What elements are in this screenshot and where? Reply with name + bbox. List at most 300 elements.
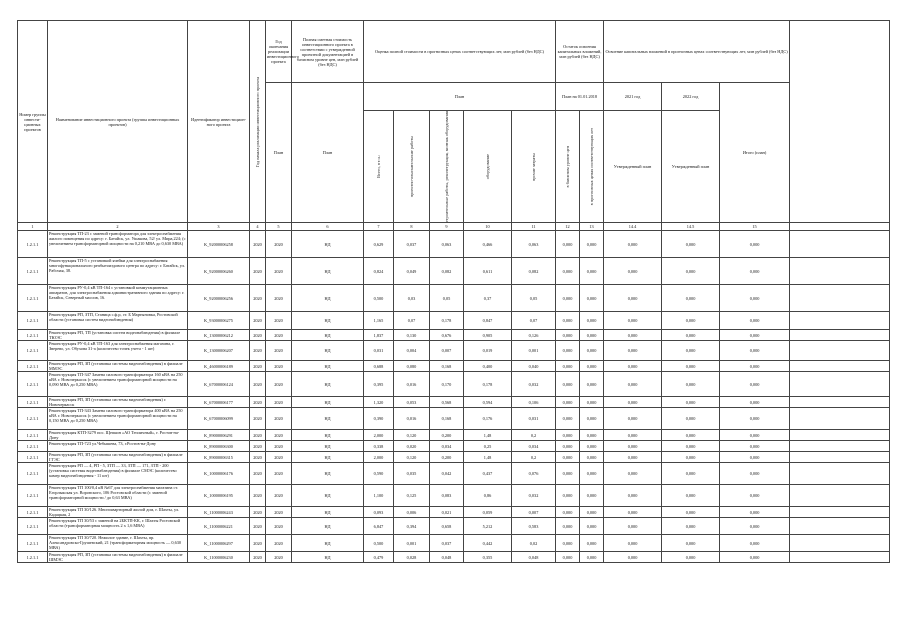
blank-cell — [790, 441, 890, 452]
equipment-cost-cell: 0,37 — [464, 285, 512, 312]
table-row — [18, 507, 890, 518]
table-row — [18, 361, 890, 372]
table-row — [18, 397, 890, 408]
equipment-cost-cell: 0,466 — [464, 231, 512, 258]
plan-2022-cell: 0,000 — [662, 341, 720, 361]
project-name-cell: Реконструкция ТП 30/53 с заменой на 2БКТП-КК, г. Шахты Ростовской области (трансформаторная мощность 2 х 1,6 МВА) — [48, 518, 188, 535]
group-number-cell: 1.2.1.1 — [18, 430, 48, 441]
plan-2022-cell: 0,000 — [662, 330, 720, 341]
total-cost-cell: 1,100 — [364, 485, 394, 507]
design-cost-cell: 0,028 — [394, 552, 430, 563]
project-id-cell: K_92000006256 — [188, 285, 250, 312]
table-row — [18, 408, 890, 430]
plan-2022-cell: 0,000 — [662, 552, 720, 563]
start-year-cell: 2020 — [250, 507, 266, 518]
remaining-base-cell: 0,000 — [556, 535, 580, 552]
estimate-plan-cell: НД — [292, 372, 364, 397]
plan-2021-cell: 0,000 — [604, 330, 662, 341]
project-id-cell: K_13000006207 — [188, 341, 250, 361]
remaining-forecast-cell: 0,000 — [580, 485, 604, 507]
header-design-works: проектно-изыскательские работы — [394, 111, 430, 223]
construction-cost-cell: 0,007 — [430, 341, 464, 361]
project-name-cell: Реконструкция РУ-0,4 кВ ТП-164 с установкой коммутационных аппаратов, для электроснабжения административного здания по адресу: г. Батайск, Северный массив, 16. — [48, 285, 188, 312]
group-number-cell: 1.2.1.1 — [18, 408, 48, 430]
construction-cost-cell: 0,200 — [430, 452, 464, 463]
start-year-cell: 2020 — [250, 397, 266, 408]
project-name-cell: Реконструкция РП, ЗП (установка системы видеонаблюдения) в филиале ММЭС — [48, 361, 188, 372]
project-id-cell: K_89000006291 — [188, 430, 250, 441]
table-row — [18, 330, 890, 341]
remaining-forecast-cell: 0,000 — [580, 397, 604, 408]
start-year-cell: 2020 — [250, 330, 266, 341]
column-number: 3 — [188, 223, 250, 231]
project-id-cell: K_93000006275 — [188, 312, 250, 330]
plan-2022-cell: 0,000 — [662, 408, 720, 430]
design-cost-cell: 0,053 — [394, 397, 430, 408]
start-year-cell: 2020 — [250, 285, 266, 312]
remaining-forecast-cell: 0,000 — [580, 463, 604, 485]
project-name-cell: Реконструкция РП, ТП (установка систем видеонаблюдения) в филиале ТЮЭС — [48, 330, 188, 341]
total-plan-cell: 0,000 — [720, 285, 790, 312]
remaining-forecast-cell: 0,000 — [580, 372, 604, 397]
total-plan-cell: 0,000 — [720, 441, 790, 452]
estimate-plan-cell: НД — [292, 285, 364, 312]
project-id-cell: K_11000006230 — [188, 552, 250, 563]
end-year-cell: 2020 — [266, 535, 292, 552]
plan-2022-cell: 0,000 — [662, 231, 720, 258]
end-year-cell: 2020 — [266, 507, 292, 518]
header-investment: Освоение капитальных вложений в прогнозных ценах соответствующих лет, млн рублей (без НДС) — [604, 21, 790, 83]
table-row — [18, 372, 890, 397]
end-year-cell: 2020 — [266, 518, 292, 535]
construction-cost-cell: 0,048 — [430, 552, 464, 563]
other-cost-cell: 0,032 — [512, 372, 556, 397]
end-year-cell: 2020 — [266, 408, 292, 430]
start-year-cell: 2020 — [250, 408, 266, 430]
total-plan-cell: 0,000 — [720, 430, 790, 441]
blank-cell — [790, 485, 890, 507]
total-plan-cell: 0,000 — [720, 341, 790, 361]
estimate-plan-cell: НД — [292, 341, 364, 361]
plan-2021-cell: 0,000 — [604, 552, 662, 563]
equipment-cost-cell: 0,059 — [464, 507, 512, 518]
project-id-cell: K_11000006243 — [188, 507, 250, 518]
other-cost-cell: 0,583 — [512, 518, 556, 535]
header-total: Итого (план) — [720, 83, 790, 223]
remaining-forecast-cell: 0,000 — [580, 430, 604, 441]
plan-2021-cell: 0,000 — [604, 535, 662, 552]
construction-cost-cell: 0,170 — [430, 372, 464, 397]
other-cost-cell: 0,001 — [512, 341, 556, 361]
remaining-base-cell: 0,000 — [556, 372, 580, 397]
design-cost-cell: 0,120 — [394, 452, 430, 463]
remaining-base-cell: 0,000 — [556, 258, 580, 285]
end-year-cell: 2020 — [266, 485, 292, 507]
other-cost-cell: 0,082 — [512, 258, 556, 285]
estimate-plan-cell: НД — [292, 441, 364, 452]
header-equipment: оборудование — [464, 111, 512, 223]
blank-cell — [790, 341, 890, 361]
header-forecast-prices: в прогнозных ценах соответствующих лет — [580, 111, 604, 223]
project-id-cell: K_46000006189 — [188, 361, 250, 372]
construction-cost-cell: 0,658 — [430, 518, 464, 535]
project-name-cell: Реконструкция ТП 100/0,4 кВ №67 для электроснабжения магазина ст. Егорлыкская ул. Воровского, 106 Ростовской области (с заменой трансформаторной мощности / до 0,63 МВА) — [48, 485, 188, 507]
column-number: 1 — [18, 223, 48, 231]
other-cost-cell: 0,2 — [512, 430, 556, 441]
design-cost-cell: 0,020 — [394, 441, 430, 452]
total-cost-cell: 0,629 — [364, 231, 394, 258]
header-approved-plan-2022: Утвержденный план — [662, 111, 720, 223]
project-id-cell: K_10000006176 — [188, 463, 250, 485]
header-forecast-cost: Оценка полной стоимости в прогнозных ценах соответствующих лет, млн рублей (без НДС) — [364, 21, 556, 83]
group-number-cell: 1.2.1.1 — [18, 507, 48, 518]
plan-2022-cell: 0,000 — [662, 535, 720, 552]
construction-cost-cell: 0,037 — [430, 535, 464, 552]
header-plan-5: План — [266, 83, 292, 223]
remaining-base-cell: 0,000 — [556, 518, 580, 535]
table-row — [18, 258, 890, 285]
start-year-cell: 2020 — [250, 441, 266, 452]
equipment-cost-cell: 0,25 — [464, 441, 512, 452]
end-year-cell: 2020 — [266, 312, 292, 330]
start-year-cell: 2020 — [250, 231, 266, 258]
project-name-cell: Реконструкция ТП 30/126. Многоквартирный жилой дом, г. Шахты, ул. Кадацкая, 2 — [48, 507, 188, 518]
construction-cost-cell: 0,168 — [430, 361, 464, 372]
plan-2022-cell: 0,000 — [662, 430, 720, 441]
blank-cell — [790, 312, 890, 330]
estimate-plan-cell: НД — [292, 485, 364, 507]
start-year-cell: 2020 — [250, 463, 266, 485]
header-total-incl: Всего, в т.ч.: — [364, 111, 394, 223]
remaining-forecast-cell: 0,000 — [580, 441, 604, 452]
total-plan-cell: 0,000 — [720, 452, 790, 463]
blank-cell — [790, 258, 890, 285]
column-number: 8 — [394, 223, 430, 231]
construction-cost-cell: 0,676 — [430, 330, 464, 341]
blank-cell — [790, 330, 890, 341]
plan-2022-cell: 0,000 — [662, 397, 720, 408]
total-cost-cell: 0,338 — [364, 441, 394, 452]
plan-2022-cell: 0,000 — [662, 441, 720, 452]
plan-2021-cell: 0,000 — [604, 397, 662, 408]
end-year-cell: 2020 — [266, 441, 292, 452]
remaining-forecast-cell: 0,000 — [580, 408, 604, 430]
table-row — [18, 430, 890, 441]
group-number-cell: 1.2.1.1 — [18, 330, 48, 341]
estimate-plan-cell: НД — [292, 518, 364, 535]
total-cost-cell: 1,837 — [364, 330, 394, 341]
other-cost-cell: 0,032 — [512, 485, 556, 507]
total-cost-cell: 2,000 — [364, 430, 394, 441]
estimate-plan-cell: НД — [292, 408, 364, 430]
equipment-cost-cell: 0,594 — [464, 397, 512, 408]
project-id-cell: K_92000006260 — [188, 258, 250, 285]
construction-cost-cell: 0,021 — [430, 507, 464, 518]
table-row — [18, 463, 890, 485]
total-plan-cell: 0,000 — [720, 258, 790, 285]
end-year-cell: 2020 — [266, 463, 292, 485]
end-year-cell: 2020 — [266, 452, 292, 463]
construction-cost-cell: 0,568 — [430, 397, 464, 408]
total-cost-cell: 0,093 — [364, 507, 394, 518]
project-id-cell: K_89000006300 — [188, 441, 250, 452]
group-number-cell: 1.2.1.1 — [18, 452, 48, 463]
project-name-cell: Реконструкция ТП-343 Замена силового трансформатора 400 кВА на 250 кВА г. Новочеркасск (с увеличением трансформаторной мощности на 0,150 МВА до 0,250 МВА) — [48, 408, 188, 430]
plan-2021-cell: 0,000 — [604, 258, 662, 285]
equipment-cost-cell: 0,611 — [464, 258, 512, 285]
table-row — [18, 341, 890, 361]
plan-2022-cell: 0,000 — [662, 518, 720, 535]
blank-cell — [790, 361, 890, 372]
plan-2021-cell: 0,000 — [604, 231, 662, 258]
total-cost-cell: 0,390 — [364, 408, 394, 430]
end-year-cell: 2020 — [266, 258, 292, 285]
start-year-cell: 2020 — [250, 312, 266, 330]
plan-2021-cell: 0,000 — [604, 452, 662, 463]
total-plan-cell: 0,000 — [720, 552, 790, 563]
column-number: 14.5 — [662, 223, 720, 231]
construction-cost-cell: 0,083 — [430, 485, 464, 507]
total-cost-cell: 0,590 — [364, 463, 394, 485]
header-year-2021: 2021 год — [604, 83, 662, 111]
project-name-cell: Реконструкция ТП-5 с установкой ячейки для электроснабжения многофункционального репбытоиздового центра по адресу: г. Батайск, ул. Рабочая, 38. — [48, 258, 188, 285]
blank-cell — [790, 285, 890, 312]
other-cost-cell: 0,126 — [512, 330, 556, 341]
header-base-prices: в базисном уровне цен — [556, 111, 580, 223]
remaining-forecast-cell: 0,000 — [580, 312, 604, 330]
total-cost-cell: 0,031 — [364, 341, 394, 361]
start-year-cell: 2020 — [250, 258, 266, 285]
total-plan-cell: 0,000 — [720, 507, 790, 518]
estimate-plan-cell: НД — [292, 452, 364, 463]
header-year-2022: 2022 год — [662, 83, 720, 111]
total-cost-cell: 6,847 — [364, 518, 394, 535]
construction-cost-cell: 0,082 — [430, 258, 464, 285]
plan-2022-cell: 0,000 — [662, 258, 720, 285]
end-year-cell: 2020 — [266, 361, 292, 372]
end-year-cell: 2020 — [266, 397, 292, 408]
remaining-base-cell: 0,000 — [556, 285, 580, 312]
blank-cell — [790, 507, 890, 518]
start-year-cell: 2020 — [250, 372, 266, 397]
header-approved-plan-2021: Утвержденный план — [604, 111, 662, 223]
estimate-plan-cell: НД — [292, 552, 364, 563]
header-start-year: Год начала реализации инвестиционного проекта — [250, 21, 266, 223]
plan-2021-cell: 0,000 — [604, 441, 662, 452]
table-row — [18, 441, 890, 452]
design-cost-cell: 0,001 — [394, 535, 430, 552]
other-cost-cell: 0,031 — [512, 408, 556, 430]
other-cost-cell: 0,040 — [512, 361, 556, 372]
construction-cost-cell: 0,063 — [430, 231, 464, 258]
table-row — [18, 518, 890, 535]
start-year-cell: 2020 — [250, 518, 266, 535]
project-name-cell: Реконструкция ТП-347 Замена силового трансформатора 160 кВА на 250 кВА г. Новочеркасск (с увеличением трансформаторной мощности на 0,090 МВА до 0,250 МВА) — [48, 372, 188, 397]
equipment-cost-cell: 0,176 — [464, 408, 512, 430]
column-number-blank — [790, 223, 890, 231]
design-cost-cell: 0,394 — [394, 518, 430, 535]
column-number: 9 — [430, 223, 464, 231]
project-id-cell: K_67000006177 — [188, 397, 250, 408]
header-group-number: Номер группы инвести-ционных проектов — [18, 21, 48, 223]
total-cost-cell: 0,500 — [364, 535, 394, 552]
estimate-plan-cell: НД — [292, 312, 364, 330]
equipment-cost-cell: 0,905 — [464, 330, 512, 341]
project-name-cell: Реконструкция ТП 30/720. Нежилое здание, г. Шахты, пр. Александровско-Грушевский, 21 (трансформаторная мощность — 0,630 МВА) — [48, 535, 188, 552]
header-estimate-cost: Полная сметная стоимость инвестиционного проекта в соответствии с утвержденной проектной документацией в базисном уровне цен, млн рублей (без НДС) — [292, 21, 364, 83]
start-year-cell: 2020 — [250, 535, 266, 552]
estimate-plan-cell: НД — [292, 361, 364, 372]
design-cost-cell: 0,03 — [394, 285, 430, 312]
project-id-cell: K_89000006315 — [188, 452, 250, 463]
start-year-cell: 2020 — [250, 430, 266, 441]
start-year-cell: 2020 — [250, 552, 266, 563]
project-name-cell: Реконструкция РП, ЗП (установка системы видеонаблюдения) в филиале ШМЭС — [48, 552, 188, 563]
plan-2022-cell: 0,000 — [662, 372, 720, 397]
remaining-base-cell: 0,000 — [556, 452, 580, 463]
header-end-year: Год окончания реализации инвестиционного проекта — [266, 21, 292, 83]
equipment-cost-cell: 0,437 — [464, 463, 512, 485]
remaining-base-cell: 0,000 — [556, 463, 580, 485]
equipment-cost-cell: 0,400 — [464, 361, 512, 372]
total-plan-cell: 0,000 — [720, 408, 790, 430]
remaining-base-cell: 0,000 — [556, 341, 580, 361]
project-id-cell: K_11000006297 — [188, 535, 250, 552]
total-plan-cell: 0,000 — [720, 463, 790, 485]
design-cost-cell: 0,120 — [394, 430, 430, 441]
group-number-cell: 1.2.1.1 — [18, 285, 48, 312]
blank-cell — [790, 372, 890, 397]
estimate-plan-cell: НД — [292, 535, 364, 552]
total-cost-cell: 0,688 — [364, 361, 394, 372]
header-plan-6: План — [292, 83, 364, 223]
blank-cell — [790, 397, 890, 408]
design-cost-cell: 0,049 — [394, 258, 430, 285]
column-number: 11 — [512, 223, 556, 231]
plan-2021-cell: 0,000 — [604, 408, 662, 430]
project-name-cell: Реконструкция РП, ЗП (установка системы видеонаблюдения) г. Новочеркасск — [48, 397, 188, 408]
remaining-base-cell: 0,000 — [556, 312, 580, 330]
end-year-cell: 2020 — [266, 285, 292, 312]
remaining-base-cell: 0,000 — [556, 397, 580, 408]
construction-cost-cell: 0,034 — [430, 441, 464, 452]
remaining-base-cell: 0,000 — [556, 485, 580, 507]
header-project-name: Наименование инвестиционного проекта (группы инвестиционных проектов) — [48, 21, 188, 223]
column-number: 10 — [464, 223, 512, 231]
column-number: 5 — [266, 223, 292, 231]
header-project-id: Идентификатор инвестицион-ного проекта — [188, 21, 250, 223]
plan-2022-cell: 0,000 — [662, 361, 720, 372]
header-construction-works: строительные работы, реконструкция, монтаж оборудования — [430, 111, 464, 223]
remaining-base-cell: 0,000 — [556, 441, 580, 452]
header-remaining: Остаток освоения капитальных вложений, млн рублей (без НДС) — [556, 21, 604, 83]
header-other-costs: прочие затраты — [512, 111, 556, 223]
remaining-forecast-cell: 0,000 — [580, 285, 604, 312]
design-cost-cell: 0,080 — [394, 361, 430, 372]
remaining-base-cell: 0,000 — [556, 430, 580, 441]
total-cost-cell: 1,165 — [364, 312, 394, 330]
equipment-cost-cell: 0,847 — [464, 312, 512, 330]
plan-2022-cell: 0,000 — [662, 507, 720, 518]
estimate-plan-cell: НД — [292, 463, 364, 485]
header-plan: План — [364, 83, 556, 111]
remaining-forecast-cell: 0,000 — [580, 231, 604, 258]
other-cost-cell: 0,076 — [512, 463, 556, 485]
project-id-cell: K_10000006195 — [188, 485, 250, 507]
blank-cell — [790, 430, 890, 441]
blank-cell — [790, 231, 890, 258]
total-cost-cell: 0,824 — [364, 258, 394, 285]
start-year-cell: 2020 — [250, 361, 266, 372]
column-number: 4 — [250, 223, 266, 231]
table-row — [18, 285, 890, 312]
column-number: 7 — [364, 223, 394, 231]
equipment-cost-cell: 0,355 — [464, 552, 512, 563]
equipment-cost-cell: 0,019 — [464, 341, 512, 361]
start-year-cell: 2020 — [250, 452, 266, 463]
plan-2021-cell: 0,000 — [604, 361, 662, 372]
design-cost-cell: 0,016 — [394, 408, 430, 430]
construction-cost-cell: 0,178 — [430, 312, 464, 330]
other-cost-cell: 0,05 — [512, 285, 556, 312]
plan-2021-cell: 0,000 — [604, 285, 662, 312]
table-row — [18, 535, 890, 552]
group-number-cell: 1.2.1.1 — [18, 341, 48, 361]
project-name-cell: Реконструкция РУ-0,4 кВ ТП-163 для электроснабжения магазина, г. Зверево, ул. Обухова 31-а (количество точек учета - 1 шт) — [48, 341, 188, 361]
total-plan-cell: 0,000 — [720, 518, 790, 535]
group-number-cell: 1.2.1.1 — [18, 463, 48, 485]
project-id-cell: K_67000006124 — [188, 372, 250, 397]
project-name-cell: Реконструкция РП — 4, РП - 5, ЗТП — 33, ЗТП — 171, ЗТП - 200 (установка системы видеонаблюдения) в филиале СМЭС (количество камер видеонаблюдения - 11 шт) — [48, 463, 188, 485]
estimate-plan-cell: НД — [292, 430, 364, 441]
total-plan-cell: 0,000 — [720, 535, 790, 552]
remaining-base-cell: 0,000 — [556, 552, 580, 563]
group-number-cell: 1.2.1.1 — [18, 361, 48, 372]
total-plan-cell: 0,000 — [720, 231, 790, 258]
column-numbers-row — [18, 223, 890, 231]
project-name-cell: Реконструкция РП, ЗТП, Станица с.ф.р, ст. Б Мартыновка, Ростовской области (установка систем видеонаблюдения) — [48, 312, 188, 330]
group-number-cell: 1.2.1.1 — [18, 312, 48, 330]
header-plan-on-date: План на 01.01.2018 — [556, 83, 604, 111]
total-plan-cell: 0,000 — [720, 397, 790, 408]
plan-2021-cell: 0,000 — [604, 312, 662, 330]
remaining-forecast-cell: 0,000 — [580, 452, 604, 463]
construction-cost-cell: 0,042 — [430, 463, 464, 485]
table-row — [18, 485, 890, 507]
remaining-base-cell: 0,000 — [556, 231, 580, 258]
remaining-forecast-cell: 0,000 — [580, 361, 604, 372]
group-number-cell: 1.2.1.1 — [18, 372, 48, 397]
group-number-cell: 1.2.1.1 — [18, 485, 48, 507]
blank-cell — [790, 552, 890, 563]
plan-2021-cell: 0,000 — [604, 372, 662, 397]
table-row — [18, 312, 890, 330]
other-cost-cell: 0,007 — [512, 507, 556, 518]
header-blank — [790, 21, 890, 223]
design-cost-cell: 0,035 — [394, 463, 430, 485]
other-cost-cell: 0,2 — [512, 452, 556, 463]
project-name-cell: Реконструкция РП, ЗП (установка системы видеонаблюдения) в филиале ГГЭС — [48, 452, 188, 463]
remaining-base-cell: 0,000 — [556, 361, 580, 372]
design-cost-cell: 0,125 — [394, 485, 430, 507]
group-number-cell: 1.2.1.1 — [18, 231, 48, 258]
column-number: 15 — [720, 223, 790, 231]
equipment-cost-cell: 0,86 — [464, 485, 512, 507]
plan-2021-cell: 0,000 — [604, 341, 662, 361]
total-plan-cell: 0,000 — [720, 330, 790, 341]
design-cost-cell: 0,130 — [394, 330, 430, 341]
estimate-plan-cell: НД — [292, 397, 364, 408]
